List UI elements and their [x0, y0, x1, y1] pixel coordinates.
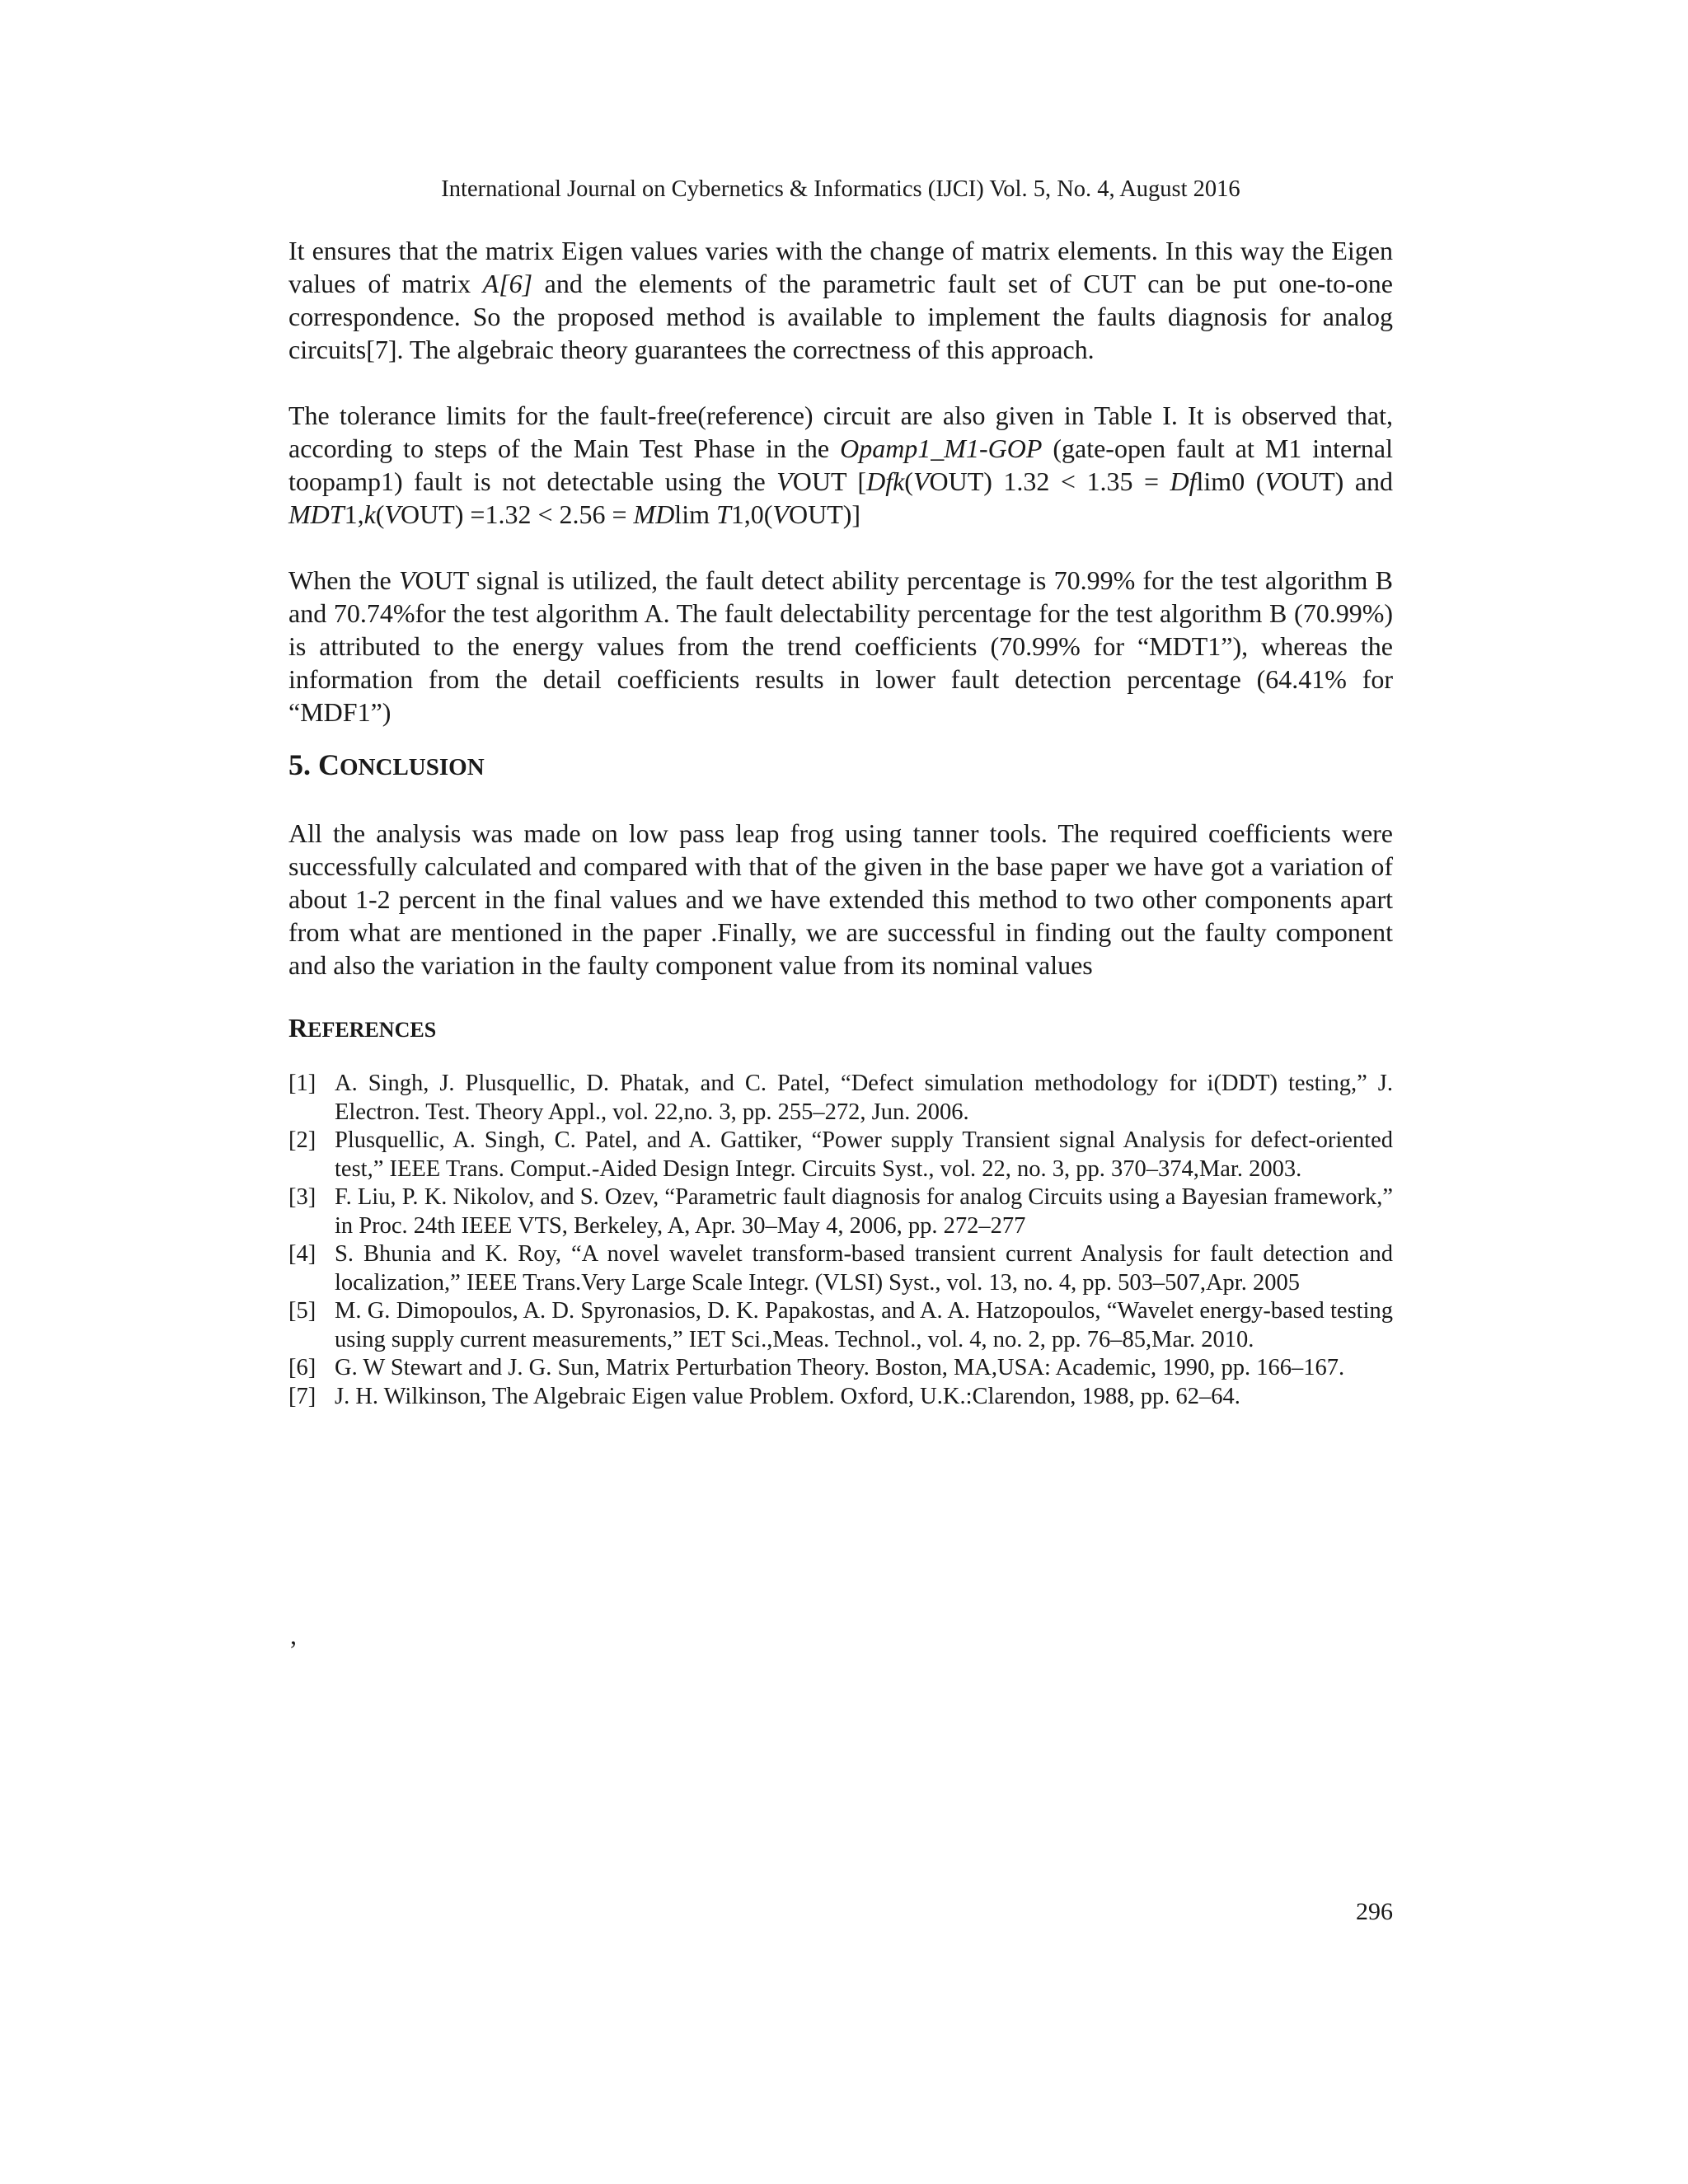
text-span: OUT) 1.32 < 1.35 = [929, 466, 1170, 496]
reference-text: M. G. Dimopoulos, A. D. Spyronasios, D. K. Papakostas, and A. A. Hatzopoulos, “Wavelet energy-based testing using supply current measurements,” IET Sci.,Meas. Technol., vol. 4, no. 2, pp. 76–85,Mar. 2010. [335, 1298, 1393, 1352]
conclusion-heading [288, 729, 1393, 817]
heading-smallcaps: EFERENCES [307, 1018, 437, 1042]
reference-number: [6] [288, 1355, 316, 1380]
reference-item [288, 1297, 1393, 1354]
references-heading [288, 982, 1393, 1070]
reference-number: [7] [288, 1383, 316, 1409]
heading-lead: R [288, 1013, 308, 1043]
reference-number: [5] [288, 1298, 316, 1324]
italic-span: V [1264, 466, 1281, 496]
text-span: ( [375, 499, 385, 529]
reference-text: F. Liu, P. K. Nikolov, and S. Ozev, “Parametric fault diagnosis for analog Circuits using a Bayesian framework,” in Proc. 24th IEEE VTS, Berkeley, A, Apr. 30–May 4, 2006, pp. 272–277 [335, 1184, 1393, 1239]
text-span: When the [288, 565, 399, 595]
text-span: OUT [ [792, 466, 867, 496]
italic-span: MD [633, 499, 675, 529]
italic-span: V [776, 466, 793, 496]
body-text [288, 234, 1393, 1411]
heading-smallcaps: ONCLUSION [340, 754, 485, 780]
paragraph-vout-signal [288, 564, 1393, 729]
italic-span: V [912, 466, 930, 496]
italic-span: V [384, 499, 401, 529]
text-span: (gate-open fault at M1 internal toopamp1) fault is not detectable using the [288, 434, 1394, 496]
text-span: lim [674, 499, 716, 529]
page-number: 296 [1356, 1898, 1393, 1925]
reference-item [288, 1383, 1393, 1412]
italic-span: Dfk [866, 466, 905, 496]
references-list [288, 1070, 1393, 1411]
reference-text: G. W Stewart and J. G. Sun, Matrix Perturbation Theory. Boston, MA,USA: Academic, 1990, pp. 166–167. [335, 1355, 1345, 1380]
italic-span: A[6] [482, 269, 533, 298]
reference-item [288, 1127, 1393, 1183]
conclusion-paragraph: All the analysis was made on low pass leap frog using tanner tools. The required coefficients were successfully calculated and compared with that of the given in the base paper we have got a variation of about 1-2 percent in the final values and we have extended this method to two other components apart from what are mentioned in the paper .Finally, we are successful in finding out the faulty component and also the variation in the faulty component value from its nominal values [288, 818, 1393, 980]
text-span: It ensures that the matrix Eigen values varies with the change of matrix elements. In this way the Eigen values of matrix [288, 236, 1393, 298]
text-span: OUT signal is utilized, the fault detect ability percentage is 70.99% for the test algorithm B and 70.74%for the test algorithm A. The fault delectability percentage for the test algorithm B (70.99%) is attributed to the energy values from the trend coefficients (70.99% for “MDT1”), whereas the information from the detail coefficients results in lower fault detection percentage (64.41% for “MDF1”) [288, 565, 1394, 727]
italic-span: V [772, 499, 789, 529]
italic-span: V [398, 565, 415, 595]
reference-text: J. H. Wilkinson, The Algebraic Eigen value Problem. Oxford, U.K.:Clarendon, 1988, pp. 62–64. [335, 1383, 1240, 1409]
running-header: International Journal on Cybernetics & Informatics (IJCI) Vol. 5, No. 4, August 2016 [441, 176, 1240, 202]
reference-item [288, 1070, 1393, 1127]
text-span: 1, [344, 499, 364, 529]
italic-span: k [363, 499, 376, 529]
reference-number: [1] [288, 1071, 316, 1096]
heading-lead: 5. C [288, 748, 340, 781]
reference-text: A. Singh, J. Plusquellic, D. Phatak, and C. Patel, “Defect simulation methodology for i(DDT) testing,” J. Electron. Test. Theory Appl., vol. 22,no. 3, pp. 255–272, Jun. 2006. [335, 1071, 1393, 1125]
text-span: lim0 ( [1196, 466, 1265, 496]
italic-span: T [715, 499, 731, 529]
reference-item [288, 1183, 1393, 1240]
text-span: OUT) and [1280, 466, 1394, 496]
text-span: The tolerance limits for the fault-free(reference) circuit are also given in Table I. It is observed that, according to steps of the Main Test Phase in the [288, 401, 1393, 463]
text-span: OUT) =1.32 < 2.56 = [400, 499, 634, 529]
reference-number: [3] [288, 1184, 316, 1210]
paragraph-tolerance-limits [288, 399, 1393, 531]
text-span: and the elements of the parametric fault set of CUT can be put one-to-one correspondence. So the proposed method is available to implement the faults diagnosis for analog circuits[7]. The algebraic theory guarantees the correctness of this approach. [288, 269, 1394, 364]
reference-number: [2] [288, 1127, 316, 1153]
reference-text: S. Bhunia and K. Roy, “A novel wavelet transform-based transient current Analysis for fault detection and localization,” IEEE Trans.Very Large Scale Integr. (VLSI) Syst., vol. 13, no. 4, pp. 503–507,Apr. 2005 [335, 1241, 1393, 1296]
reference-text: Plusquellic, A. Singh, C. Patel, and A. Gattiker, “Power supply Transient signal Analysis for defect-oriented test,” IEEE Trans. Comput.-Aided Design Integr. Circuits Syst., vol. 22, no. 3, pp. 370–374,Mar. 2003. [335, 1127, 1393, 1182]
paragraph-eigen-values [288, 234, 1393, 366]
reference-item [288, 1354, 1393, 1383]
italic-span: Opamp1_M1-GOP [840, 434, 1043, 463]
text-span: OUT)] [788, 499, 861, 529]
stray-comma: , [290, 1620, 297, 1650]
text-span: 1,0( [730, 499, 773, 529]
text-span: ( [904, 466, 913, 496]
italic-span: MDT [288, 499, 345, 529]
italic-span: Df [1170, 466, 1197, 496]
reference-item [288, 1240, 1393, 1297]
reference-number: [4] [288, 1241, 316, 1267]
